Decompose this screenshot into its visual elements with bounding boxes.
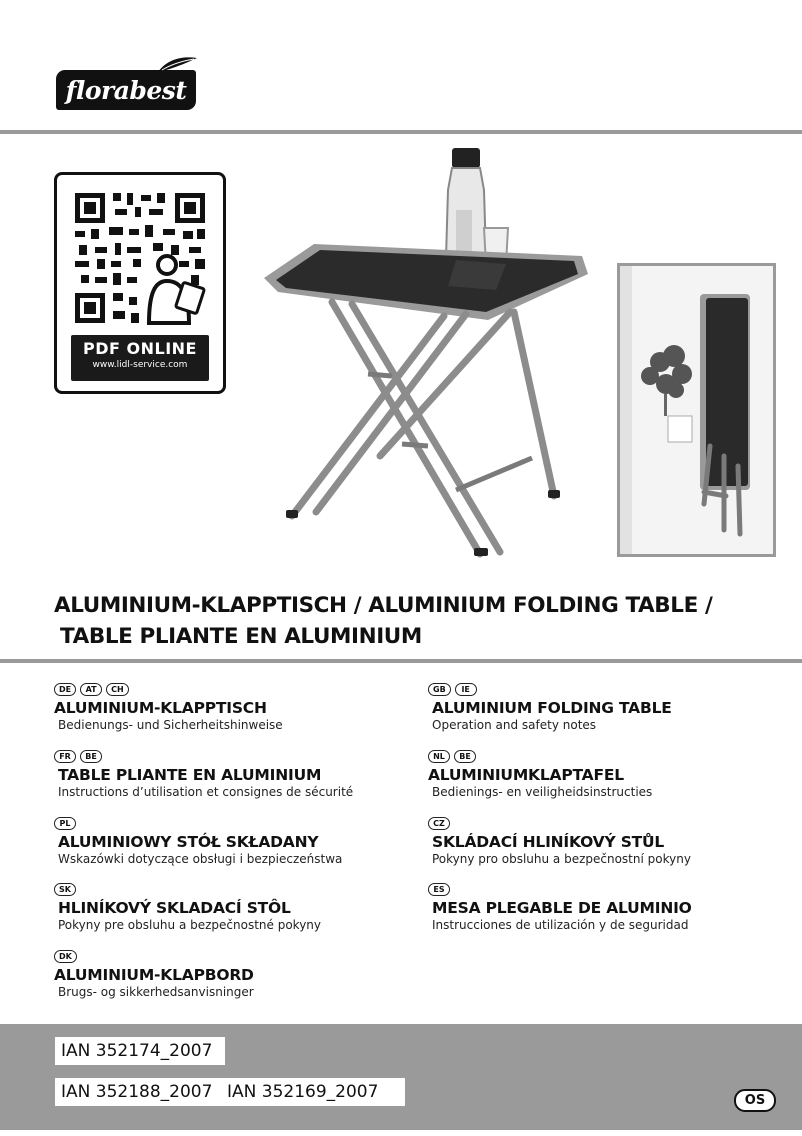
country-badge: NL <box>428 750 450 763</box>
country-badge: BE <box>80 750 102 763</box>
country-badge: CZ <box>428 817 450 830</box>
lang-title: HLINÍKOVÝ SKLADACÍ STÔL <box>58 899 291 917</box>
country-badge: BE <box>454 750 476 763</box>
main-title-line-2: TABLE PLIANTE EN ALUMINIUM <box>60 624 422 649</box>
lang-block-es <box>428 883 692 933</box>
lang-title: ALUMINIUM-KLAPPTISCH <box>54 699 267 717</box>
ian-number: IAN 352174_2007 <box>55 1037 225 1065</box>
country-badge: AT <box>80 683 102 696</box>
lang-title: ALUMINIOWY STÓŁ SKŁADANY <box>58 833 319 851</box>
country-badge: DK <box>54 950 77 963</box>
brand-logo <box>56 70 196 110</box>
lang-block-fr <box>54 750 353 800</box>
lang-title: SKLÁDACÍ HLINÍKOVÝ STŮL <box>432 833 665 851</box>
lang-title: ALUMINIUM FOLDING TABLE <box>432 699 672 717</box>
product-table-image <box>256 140 596 580</box>
lang-title: ALUMINIUM-KLAPBORD <box>54 966 254 984</box>
lang-title: ALUMINIUMKLAPTAFEL <box>428 766 624 784</box>
folded-table-inset <box>617 263 776 557</box>
country-badges <box>428 883 692 896</box>
title-divider <box>0 659 802 663</box>
country-badges <box>54 950 254 963</box>
lang-subtitle: Instrucciones de utilización y de seguridad <box>432 918 689 932</box>
leaf-icon <box>156 56 198 74</box>
country-badge: IE <box>455 683 477 696</box>
country-badge: GB <box>428 683 451 696</box>
country-badge: SK <box>54 883 76 896</box>
qr-code-icon <box>71 189 209 327</box>
service-url: www.lidl-service.com <box>92 360 188 370</box>
lang-subtitle: Bedienungs- und Sicherheitshinweise <box>58 718 283 732</box>
lang-block-dk <box>54 950 254 1000</box>
country-badges <box>54 750 353 763</box>
country-badges <box>54 817 342 830</box>
main-title-line-1: ALUMINIUM-KLAPPTISCH / ALUMINIUM FOLDING TABLE / <box>54 593 713 618</box>
country-badges <box>428 817 691 830</box>
lang-block-nl <box>428 750 652 800</box>
lang-subtitle: Brugs- og sikkerhedsanvisninger <box>58 985 254 999</box>
country-badge: PL <box>54 817 76 830</box>
pdf-online-title: PDF ONLINE <box>83 339 197 358</box>
lang-title: TABLE PLIANTE EN ALUMINIUM <box>58 766 322 784</box>
ian-number: IAN 352188_2007 <box>55 1078 225 1106</box>
lang-block-gb <box>428 683 672 733</box>
lang-block-pl <box>54 817 342 867</box>
lang-subtitle: Bedienings- en veiligheidsinstructies <box>432 785 653 799</box>
qr-code-panel[interactable] <box>54 172 226 394</box>
lang-subtitle: Pokyny pre obsluhu a bezpečnostné pokyny <box>58 918 322 932</box>
lang-block-sk <box>54 883 321 933</box>
country-badge: ES <box>428 883 450 896</box>
pdf-online-band <box>71 335 209 381</box>
lang-title: MESA PLEGABLE DE ALUMINIO <box>432 899 692 917</box>
logo-text: florabest <box>65 75 187 105</box>
os-badge: OS <box>734 1089 776 1112</box>
main-title <box>54 590 794 652</box>
lang-block-cz <box>428 817 691 867</box>
lang-block-de <box>54 683 283 733</box>
lang-subtitle: Pokyny pro obsluhu a bezpečnostní pokyny <box>432 852 691 866</box>
country-badges <box>428 750 652 763</box>
country-badges <box>54 683 283 696</box>
country-badges <box>428 683 672 696</box>
lang-subtitle: Wskazówki dotyczące obsługi i bezpieczeństwa <box>58 852 343 866</box>
country-badge: CH <box>106 683 129 696</box>
country-badge: DE <box>54 683 76 696</box>
ian-number: IAN 352169_2007 <box>223 1078 405 1106</box>
country-badge: FR <box>54 750 76 763</box>
country-badges <box>54 883 321 896</box>
lang-subtitle: Operation and safety notes <box>432 718 597 732</box>
lang-subtitle: Instructions d’utilisation et consignes de sécurité <box>58 785 354 799</box>
top-divider <box>0 130 802 134</box>
